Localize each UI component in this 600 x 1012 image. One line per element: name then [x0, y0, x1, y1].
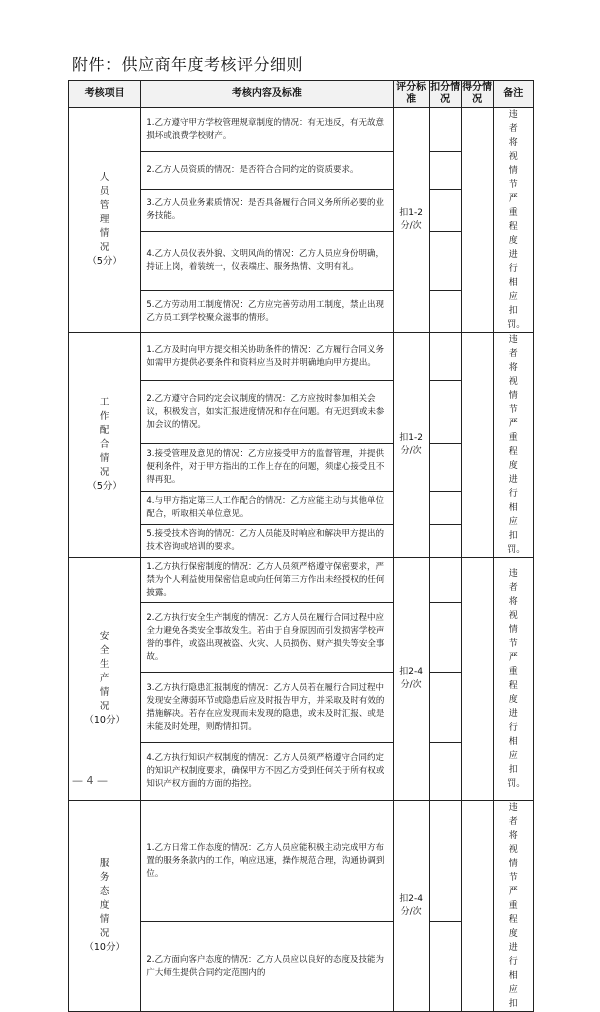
table-row: [69, 801, 534, 922]
criterion-text: 5.接受技术咨询的情况：乙方人员能及时响应和解决甲方提出的技术咨询或培训的要求。: [141, 524, 393, 557]
score-cell[interactable]: [461, 801, 493, 1012]
header-note: 备注: [493, 81, 533, 108]
criterion-text: 3.接受管理及意见的情况：乙方应接受甲方的监督管理，并提供便利条件，对于甲方指出的工作上存在的问题，须虚心接受且不得再犯。: [141, 443, 393, 491]
deduct-cell[interactable]: [429, 381, 461, 443]
deduct-cell[interactable]: [429, 558, 461, 603]
deduct-cell[interactable]: [429, 231, 461, 291]
criterion-text: 2.乙方执行安全生产制度的情况：乙方人员在履行合同过程中应全力避免各类安全事故发生。若由于自身原因而引发损害学校声誉的事件，或盗出现被盗、火灾、人员损伤、财产损失等安全事故。: [141, 603, 393, 673]
deduct-cell[interactable]: [429, 333, 461, 381]
scoring-standard: 扣1-2分/次: [393, 108, 429, 333]
note-cell: [493, 333, 533, 558]
deduct-cell[interactable]: [429, 801, 461, 922]
category-name: 工作配合情况: [99, 397, 110, 478]
criterion-text: 2.乙方遵守合同约定会议制度的情况：乙方应按时参加相关会议，积极发言，如实汇报进度情况和存在问题。有无迟到或未参加会议的情况。: [141, 381, 393, 443]
evaluation-table: [68, 80, 534, 1012]
category-points: （5分）: [87, 256, 122, 267]
scoring-standard: 扣2-4分/次: [393, 558, 429, 801]
page-number: — 4 —: [72, 774, 108, 787]
header-score: 得分情况: [461, 81, 493, 108]
criterion-text: 3.乙方执行隐患汇报制度的情况：乙方人员若在履行合同过程中发现安全薄弱环节或隐患后应及时报告甲方，并采取及时有效的措施解决。若存在应发现而未发现的隐患，或未及时汇报、或是未能及时处理，则酌情扣罚。: [141, 673, 393, 743]
scoring-standard: 扣1-2分/次: [393, 333, 429, 558]
deduct-cell[interactable]: [429, 189, 461, 231]
header-deduct: 扣分情况: [429, 81, 461, 108]
table-row: [69, 558, 534, 603]
criterion-text: 1.乙方遵守甲方学校管理规章制度的情况：有无违反，有无故意损坏或浪费学校财产。: [141, 108, 393, 152]
note-text: 违者将视情节严重程度进行相应扣: [508, 803, 518, 1009]
category-cell: [69, 801, 141, 1012]
table-row: [69, 108, 534, 152]
category-name: 人员管理情况: [99, 172, 110, 253]
criterion-text: 1.乙方日常工作态度的情况：乙方人员应能积极主动完成甲方布置的服务条款内的工作，响应迅速，操作规范合理，沟通协调到位。: [141, 801, 393, 922]
criterion-text: 4.乙方人员仪表外貌、文明风尚的情况：乙方人员应身份明确，持证上岗，着装统一，仪表端庄、服务热情、文明有礼。: [141, 231, 393, 291]
criterion-text: 2.乙方人员资质的情况：是否符合合同约定的资质要求。: [141, 152, 393, 190]
criterion-text: 5.乙方劳动用工制度情况：乙方应完善劳动用工制度，禁止出现乙方员工到学校聚众滋事的情形。: [141, 291, 393, 333]
deduct-cell[interactable]: [429, 291, 461, 333]
note-text: 违者将视情节严重程度进行相应扣罚。: [507, 110, 526, 330]
criterion-text: 4.乙方执行知识产权制度的情况：乙方人员须严格遵守合同约定的知识产权制度要求，确保甲方不因乙方受到任何关于所有权或知识产权方面的方面的指控。: [141, 743, 393, 801]
category-cell: [69, 108, 141, 333]
scoring-standard: 扣2-4分/次: [393, 801, 429, 1012]
criterion-text: 3.乙方人员业务素质情况：是否具备履行合同义务所所必要的业务技能。: [141, 189, 393, 231]
page-title: 附件：供应商年度考核评分细则: [72, 55, 304, 74]
deduct-cell[interactable]: [429, 492, 461, 524]
deduct-cell[interactable]: [429, 443, 461, 491]
header-standard: 评分标准: [393, 81, 429, 108]
category-points: （10分）: [84, 942, 125, 953]
criterion-text: 2.乙方面向客户态度的情况：乙方人员应以良好的态度及技能为广大师生提供合同约定范围内的: [141, 922, 393, 1012]
criterion-text: 1.乙方执行保密制度的情况：乙方人员须严格遵守保密要求，严禁为个人利益使用保密信息或向任何第三方作出未经授权的任何披露。: [141, 558, 393, 603]
table-header-row: [69, 81, 534, 108]
deduct-cell[interactable]: [429, 524, 461, 557]
deduct-cell[interactable]: [429, 152, 461, 190]
header-content: 考核内容及标准: [141, 81, 393, 108]
note-text: 违者将视情节严重程度进行相应扣罚。: [507, 569, 526, 789]
category-name: 服务态度情况: [99, 858, 110, 939]
score-cell[interactable]: [461, 108, 493, 333]
category-points: （5分）: [87, 481, 122, 492]
note-cell: [493, 801, 533, 1012]
deduct-cell[interactable]: [429, 743, 461, 801]
header-category: 考核项目: [69, 81, 141, 108]
deduct-cell[interactable]: [429, 603, 461, 673]
category-name: 安全生产情况: [99, 631, 110, 712]
category-points: （10分）: [84, 715, 125, 726]
category-cell: [69, 558, 141, 801]
note-cell: [493, 108, 533, 333]
criterion-text: 1.乙方及时向甲方提交相关协助条件的情况：乙方履行合同义务如需甲方提供必要条件和资料应当及时并明确地向甲方提出。: [141, 333, 393, 381]
category-cell: [69, 333, 141, 558]
note-text: 违者将视情节严重程度进行相应扣罚。: [507, 335, 526, 555]
score-cell[interactable]: [461, 558, 493, 801]
note-cell: [493, 558, 533, 801]
table-row: [69, 333, 534, 381]
deduct-cell[interactable]: [429, 922, 461, 1012]
deduct-cell[interactable]: [429, 108, 461, 152]
score-cell[interactable]: [461, 333, 493, 558]
criterion-text: 4.与甲方指定第三人工作配合的情况：乙方应能主动与其他单位配合，听取相关单位意见。: [141, 492, 393, 524]
deduct-cell[interactable]: [429, 673, 461, 743]
